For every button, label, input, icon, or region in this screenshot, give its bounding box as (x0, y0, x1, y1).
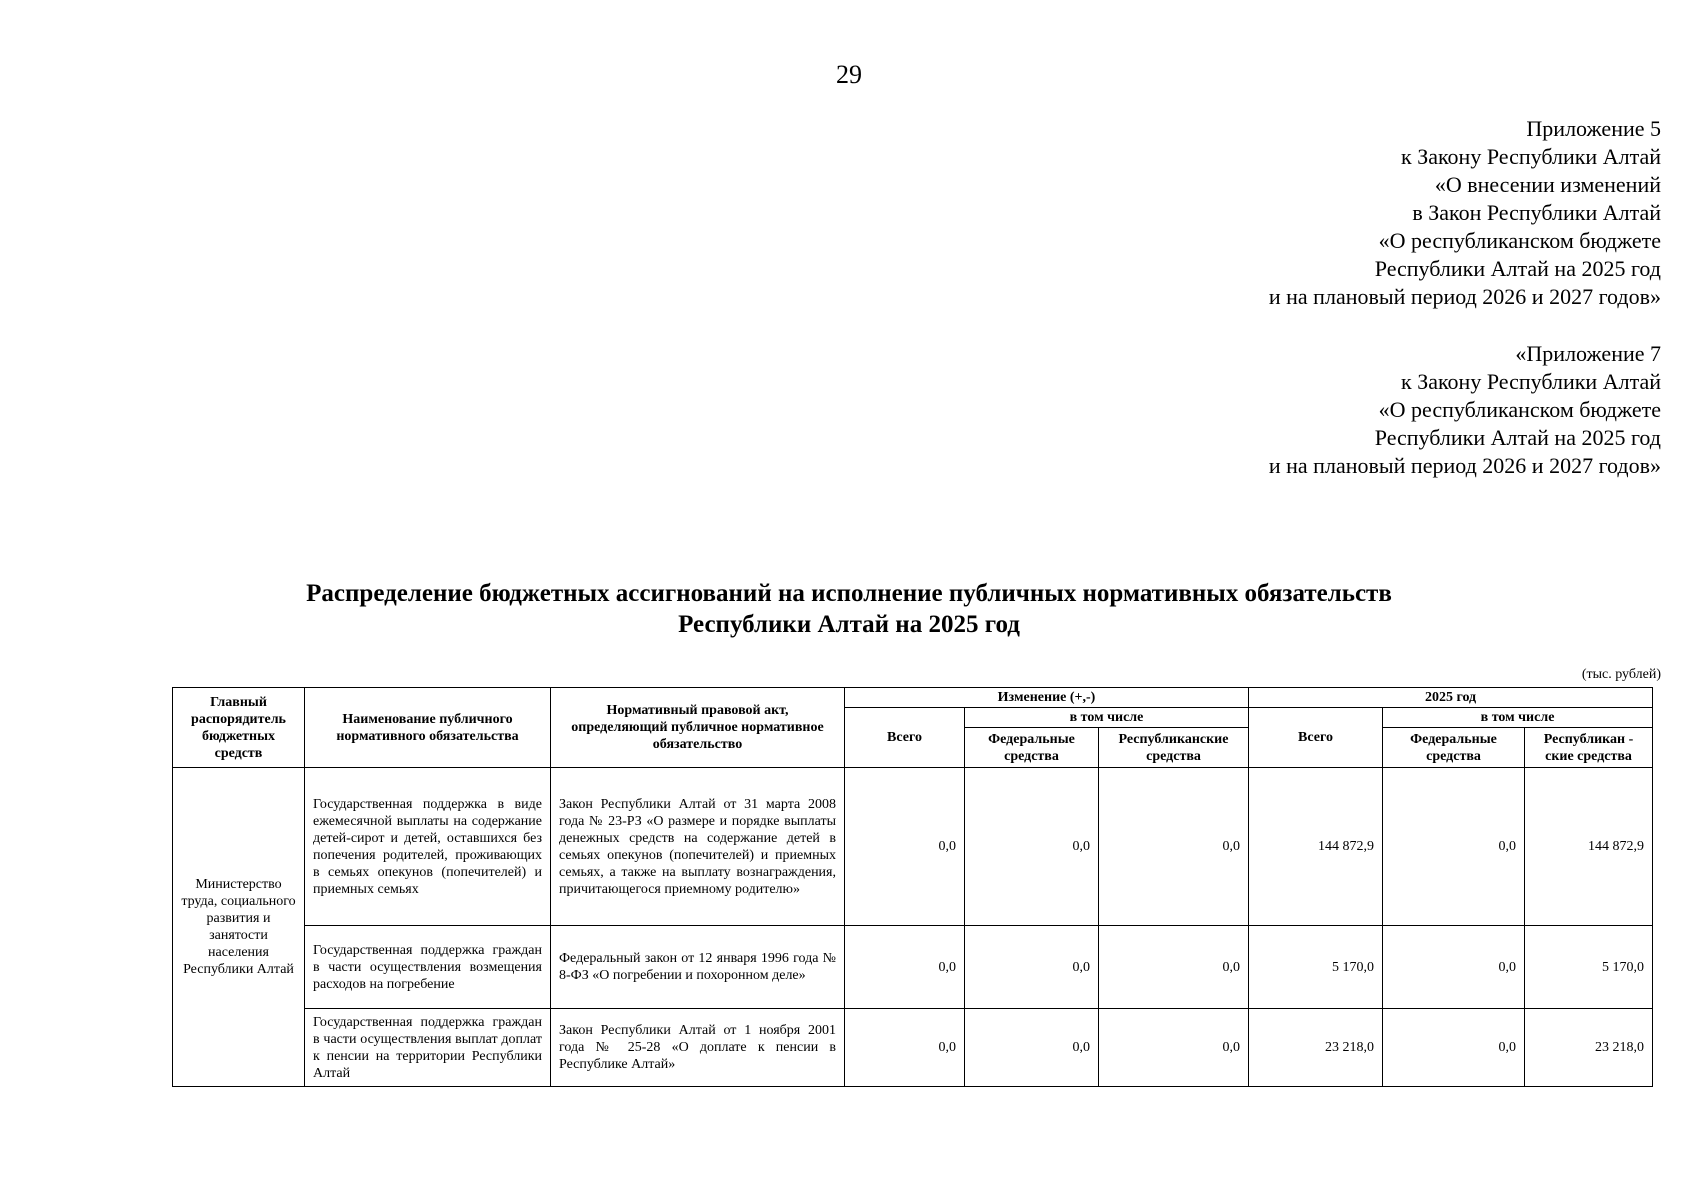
header-year-including: в том числе (1383, 708, 1653, 728)
header-year-total: Всего (1249, 708, 1383, 768)
change-total-cell: 0,0 (845, 1009, 965, 1087)
annex-7-line: к Закону Республики Алтай (1401, 369, 1661, 394)
year-federal-cell: 0,0 (1383, 1009, 1525, 1087)
annex-5-line: Республики Алтай на 2025 год (1374, 256, 1661, 281)
annex-5-line: в Закон Республики Алтай (1412, 200, 1661, 225)
annex-5-line: «О внесении изменений (1434, 172, 1661, 197)
annex-5-line: и на плановый период 2026 и 2027 годов» (1268, 284, 1661, 309)
annex-5-header (1269, 115, 1661, 311)
year-total-cell: 144 872,9 (1249, 768, 1383, 926)
annex-7-line: «Приложение 7 (1515, 341, 1661, 366)
obligations-table (172, 687, 1653, 1087)
table-row (173, 926, 1653, 1009)
annex-7-header (1269, 340, 1661, 480)
annex-5-line: «О республиканском бюджете (1378, 228, 1661, 253)
change-federal-cell: 0,0 (965, 768, 1099, 926)
act-cell: Закон Республики Алтай от 1 ноября 2001 года № 25-28 «О доплате к пенсии в Республике Алтай» (551, 1009, 845, 1087)
table-row (173, 1009, 1653, 1087)
header-distributor: Главный распорядитель бюджетных средств (173, 688, 305, 768)
obligation-cell: Государственная поддержка граждан в части осуществления выплат доплат к пенсии на территории Республики Алтай (305, 1009, 551, 1087)
page-number: 29 (836, 60, 862, 89)
year-total-cell: 5 170,0 (1249, 926, 1383, 1009)
annex-5-line: к Закону Республики Алтай (1401, 144, 1661, 169)
document-title-line: Республики Алтай на 2025 год (678, 611, 1020, 638)
header-year-group: 2025 год (1249, 688, 1653, 708)
year-republic-cell: 23 218,0 (1525, 1009, 1653, 1087)
change-republic-cell: 0,0 (1099, 926, 1249, 1009)
table-row (173, 768, 1653, 926)
header-change-federal: Федеральные средства (965, 728, 1099, 768)
header-year-federal: Федеральные средства (1383, 728, 1525, 768)
annex-7-line: «О республиканском бюджете (1378, 397, 1661, 422)
year-federal-cell: 0,0 (1383, 768, 1525, 926)
header-obligation: Наименование публичного нормативного обязательства (305, 688, 551, 768)
year-total-cell: 23 218,0 (1249, 1009, 1383, 1087)
year-republic-cell: 5 170,0 (1525, 926, 1653, 1009)
change-total-cell: 0,0 (845, 926, 965, 1009)
obligation-cell: Государственная поддержка в виде ежемесячной выплаты на содержание детей-сирот и детей, оставшихся без попечения родителей, проживающих в семьях опекунов (попечителей) и приемных семьях (305, 768, 551, 926)
year-federal-cell: 0,0 (1383, 926, 1525, 1009)
act-cell: Федеральный закон от 12 января 1996 года № 8-ФЗ «О погребении и похоронном деле» (551, 926, 845, 1009)
document-title (0, 578, 1698, 640)
obligation-cell: Государственная поддержка граждан в части осуществления возмещения расходов на погребение (305, 926, 551, 1009)
change-republic-cell: 0,0 (1099, 1009, 1249, 1087)
header-change-including: в том числе (965, 708, 1249, 728)
header-change-group: Изменение (+,-) (845, 688, 1249, 708)
header-year-republic: Республикан - ские средства (1525, 728, 1653, 768)
year-republic-cell: 144 872,9 (1525, 768, 1653, 926)
change-total-cell: 0,0 (845, 768, 965, 926)
change-federal-cell: 0,0 (965, 1009, 1099, 1087)
act-cell: Закон Республики Алтай от 31 марта 2008 года № 23-РЗ «О размере и порядке выплаты денежных средств на содержание детей в семьях опекунов (попечителей) и приемных семьях, а также на выплату вознаграждения, причитающегося приемному родителю» (551, 768, 845, 926)
header-act: Нормативный правовой акт, определяющий публичное нормативное обязательство (551, 688, 845, 768)
header-change-total: Всего (845, 708, 965, 768)
change-federal-cell: 0,0 (965, 926, 1099, 1009)
annex-5-line: Приложение 5 (1526, 116, 1661, 141)
units-label: (тыс. рублей) (1581, 667, 1661, 682)
change-republic-cell: 0,0 (1099, 768, 1249, 926)
document-title-line: Распределение бюджетных ассигнований на исполнение публичных нормативных обязательств (306, 580, 1392, 607)
header-change-republic: Республиканские средства (1099, 728, 1249, 768)
distributor-cell: Министерство труда, социального развития и занятости населения Республики Алтай (173, 768, 305, 1087)
annex-7-line: и на плановый период 2026 и 2027 годов» (1268, 453, 1661, 478)
annex-7-line: Республики Алтай на 2025 год (1374, 425, 1661, 450)
